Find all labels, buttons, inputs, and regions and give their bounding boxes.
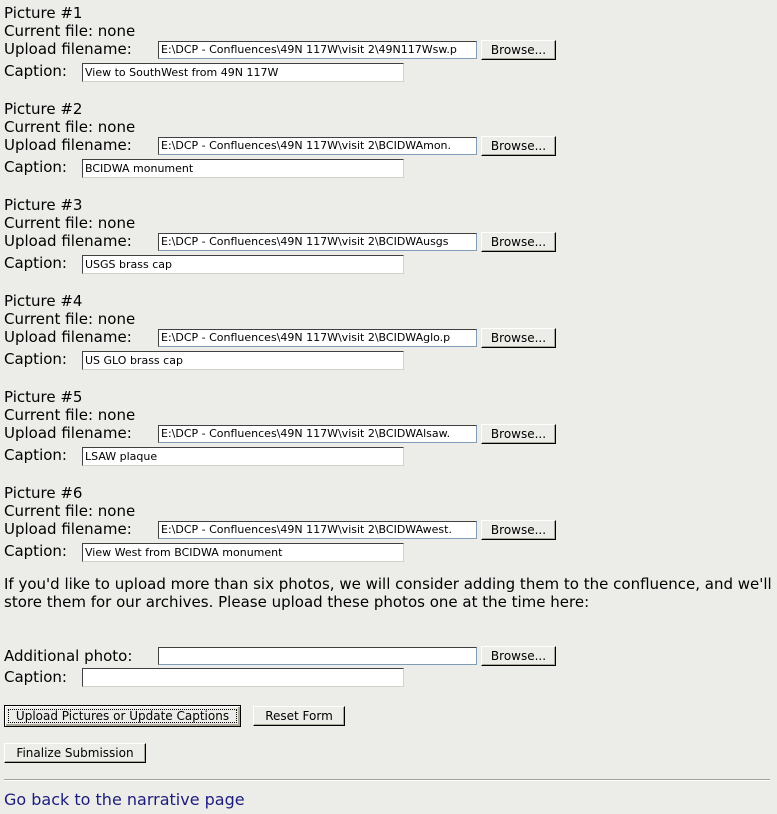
picture-block <box>4 0 774 96</box>
caption-label: Caption: <box>4 158 67 176</box>
browse-button[interactable]: Browse... <box>481 424 556 444</box>
additional-caption-row <box>4 668 67 686</box>
upload-pictures-button[interactable]: Upload Pictures or Update Captions <box>4 705 241 727</box>
upload-filename-label: Upload filename: <box>4 520 132 538</box>
finalize-submission-button[interactable]: Finalize Submission <box>4 743 146 763</box>
upload-filename-label: Upload filename: <box>4 232 132 250</box>
picture-title: Picture #2 <box>4 100 83 118</box>
caption-input[interactable]: USGS brass cap <box>82 255 404 274</box>
additional-photo-input[interactable] <box>158 647 477 665</box>
caption-label: Caption: <box>4 446 67 464</box>
upload-filename-label: Upload filename: <box>4 424 132 442</box>
back-to-narrative-link[interactable]: Go back to the narrative page <box>4 790 245 809</box>
upload-filename-label: Upload filename: <box>4 136 132 154</box>
current-file-label: Current file: <box>4 118 94 136</box>
current-file-row <box>4 118 135 136</box>
picture-block <box>4 192 774 288</box>
browse-button[interactable]: Browse... <box>481 520 556 540</box>
picture-list <box>4 0 774 576</box>
picture-block <box>4 480 774 576</box>
upload-filename-label: Upload filename: <box>4 328 132 346</box>
current-file-value: none <box>97 22 136 40</box>
caption-label: Caption: <box>4 254 67 272</box>
caption-label: Caption: <box>4 350 67 368</box>
caption-input[interactable]: US GLO brass cap <box>82 351 404 370</box>
upload-filename-label: Upload filename: <box>4 40 132 58</box>
upload-filename-input[interactable]: E:\DCP - Confluences\49N 117W\visit 2\BCIDWAwest. <box>158 521 477 539</box>
additional-caption-label: Caption: <box>4 668 67 686</box>
upload-filename-input[interactable]: E:\DCP - Confluences\49N 117W\visit 2\49N117Wsw.p <box>158 41 477 59</box>
current-file-value: none <box>97 406 136 424</box>
picture-title: Picture #4 <box>4 292 83 310</box>
additional-caption-input[interactable] <box>82 668 404 687</box>
caption-input[interactable]: LSAW plaque <box>82 447 404 466</box>
upload-filename-input[interactable]: E:\DCP - Confluences\49N 117W\visit 2\BCIDWAglo.p <box>158 329 477 347</box>
additional-photo-row <box>4 647 132 665</box>
upload-filename-input[interactable]: E:\DCP - Confluences\49N 117W\visit 2\BCIDWAlsaw. <box>158 425 477 443</box>
picture-title: Picture #5 <box>4 388 83 406</box>
current-file-label: Current file: <box>4 502 94 520</box>
caption-input[interactable]: View West from BCIDWA monument <box>82 543 404 562</box>
upload-filename-input[interactable]: E:\DCP - Confluences\49N 117W\visit 2\BCIDWAmon. <box>158 137 477 155</box>
current-file-label: Current file: <box>4 214 94 232</box>
caption-input[interactable]: BCIDWA monument <box>82 159 404 178</box>
reset-form-button[interactable]: Reset Form <box>253 706 345 726</box>
upload-form <box>4 0 774 809</box>
current-file-row <box>4 310 135 328</box>
browse-button[interactable]: Browse... <box>481 328 556 348</box>
current-file-label: Current file: <box>4 310 94 328</box>
picture-block <box>4 288 774 384</box>
upload-filename-input[interactable]: E:\DCP - Confluences\49N 117W\visit 2\BCIDWAusgs <box>158 233 477 251</box>
current-file-value: none <box>97 214 136 232</box>
picture-block <box>4 384 774 480</box>
picture-title: Picture #6 <box>4 484 83 502</box>
current-file-row <box>4 406 135 424</box>
browse-button[interactable]: Browse... <box>481 40 556 60</box>
current-file-value: none <box>97 502 136 520</box>
current-file-label: Current file: <box>4 406 94 424</box>
current-file-row <box>4 502 135 520</box>
caption-label: Caption: <box>4 62 67 80</box>
picture-title: Picture #3 <box>4 196 83 214</box>
divider <box>4 779 770 781</box>
picture-title: Picture #1 <box>4 4 83 22</box>
current-file-row <box>4 22 135 40</box>
caption-input[interactable]: View to SouthWest from 49N 117W <box>82 63 404 82</box>
additional-photo-label: Additional photo: <box>4 647 133 665</box>
browse-button[interactable]: Browse... <box>481 232 556 252</box>
current-file-label: Current file: <box>4 22 94 40</box>
current-file-value: none <box>97 118 136 136</box>
more-photos-text: If you'd like to upload more than six photos, we will consider adding them to the confluence, and we'll store them for our archives. Please upload these photos one at the time here: <box>4 575 772 611</box>
additional-browse-button[interactable]: Browse... <box>481 646 556 666</box>
browse-button[interactable]: Browse... <box>481 136 556 156</box>
caption-label: Caption: <box>4 542 67 560</box>
current-file-value: none <box>97 310 136 328</box>
current-file-row <box>4 214 135 232</box>
picture-block <box>4 96 774 192</box>
